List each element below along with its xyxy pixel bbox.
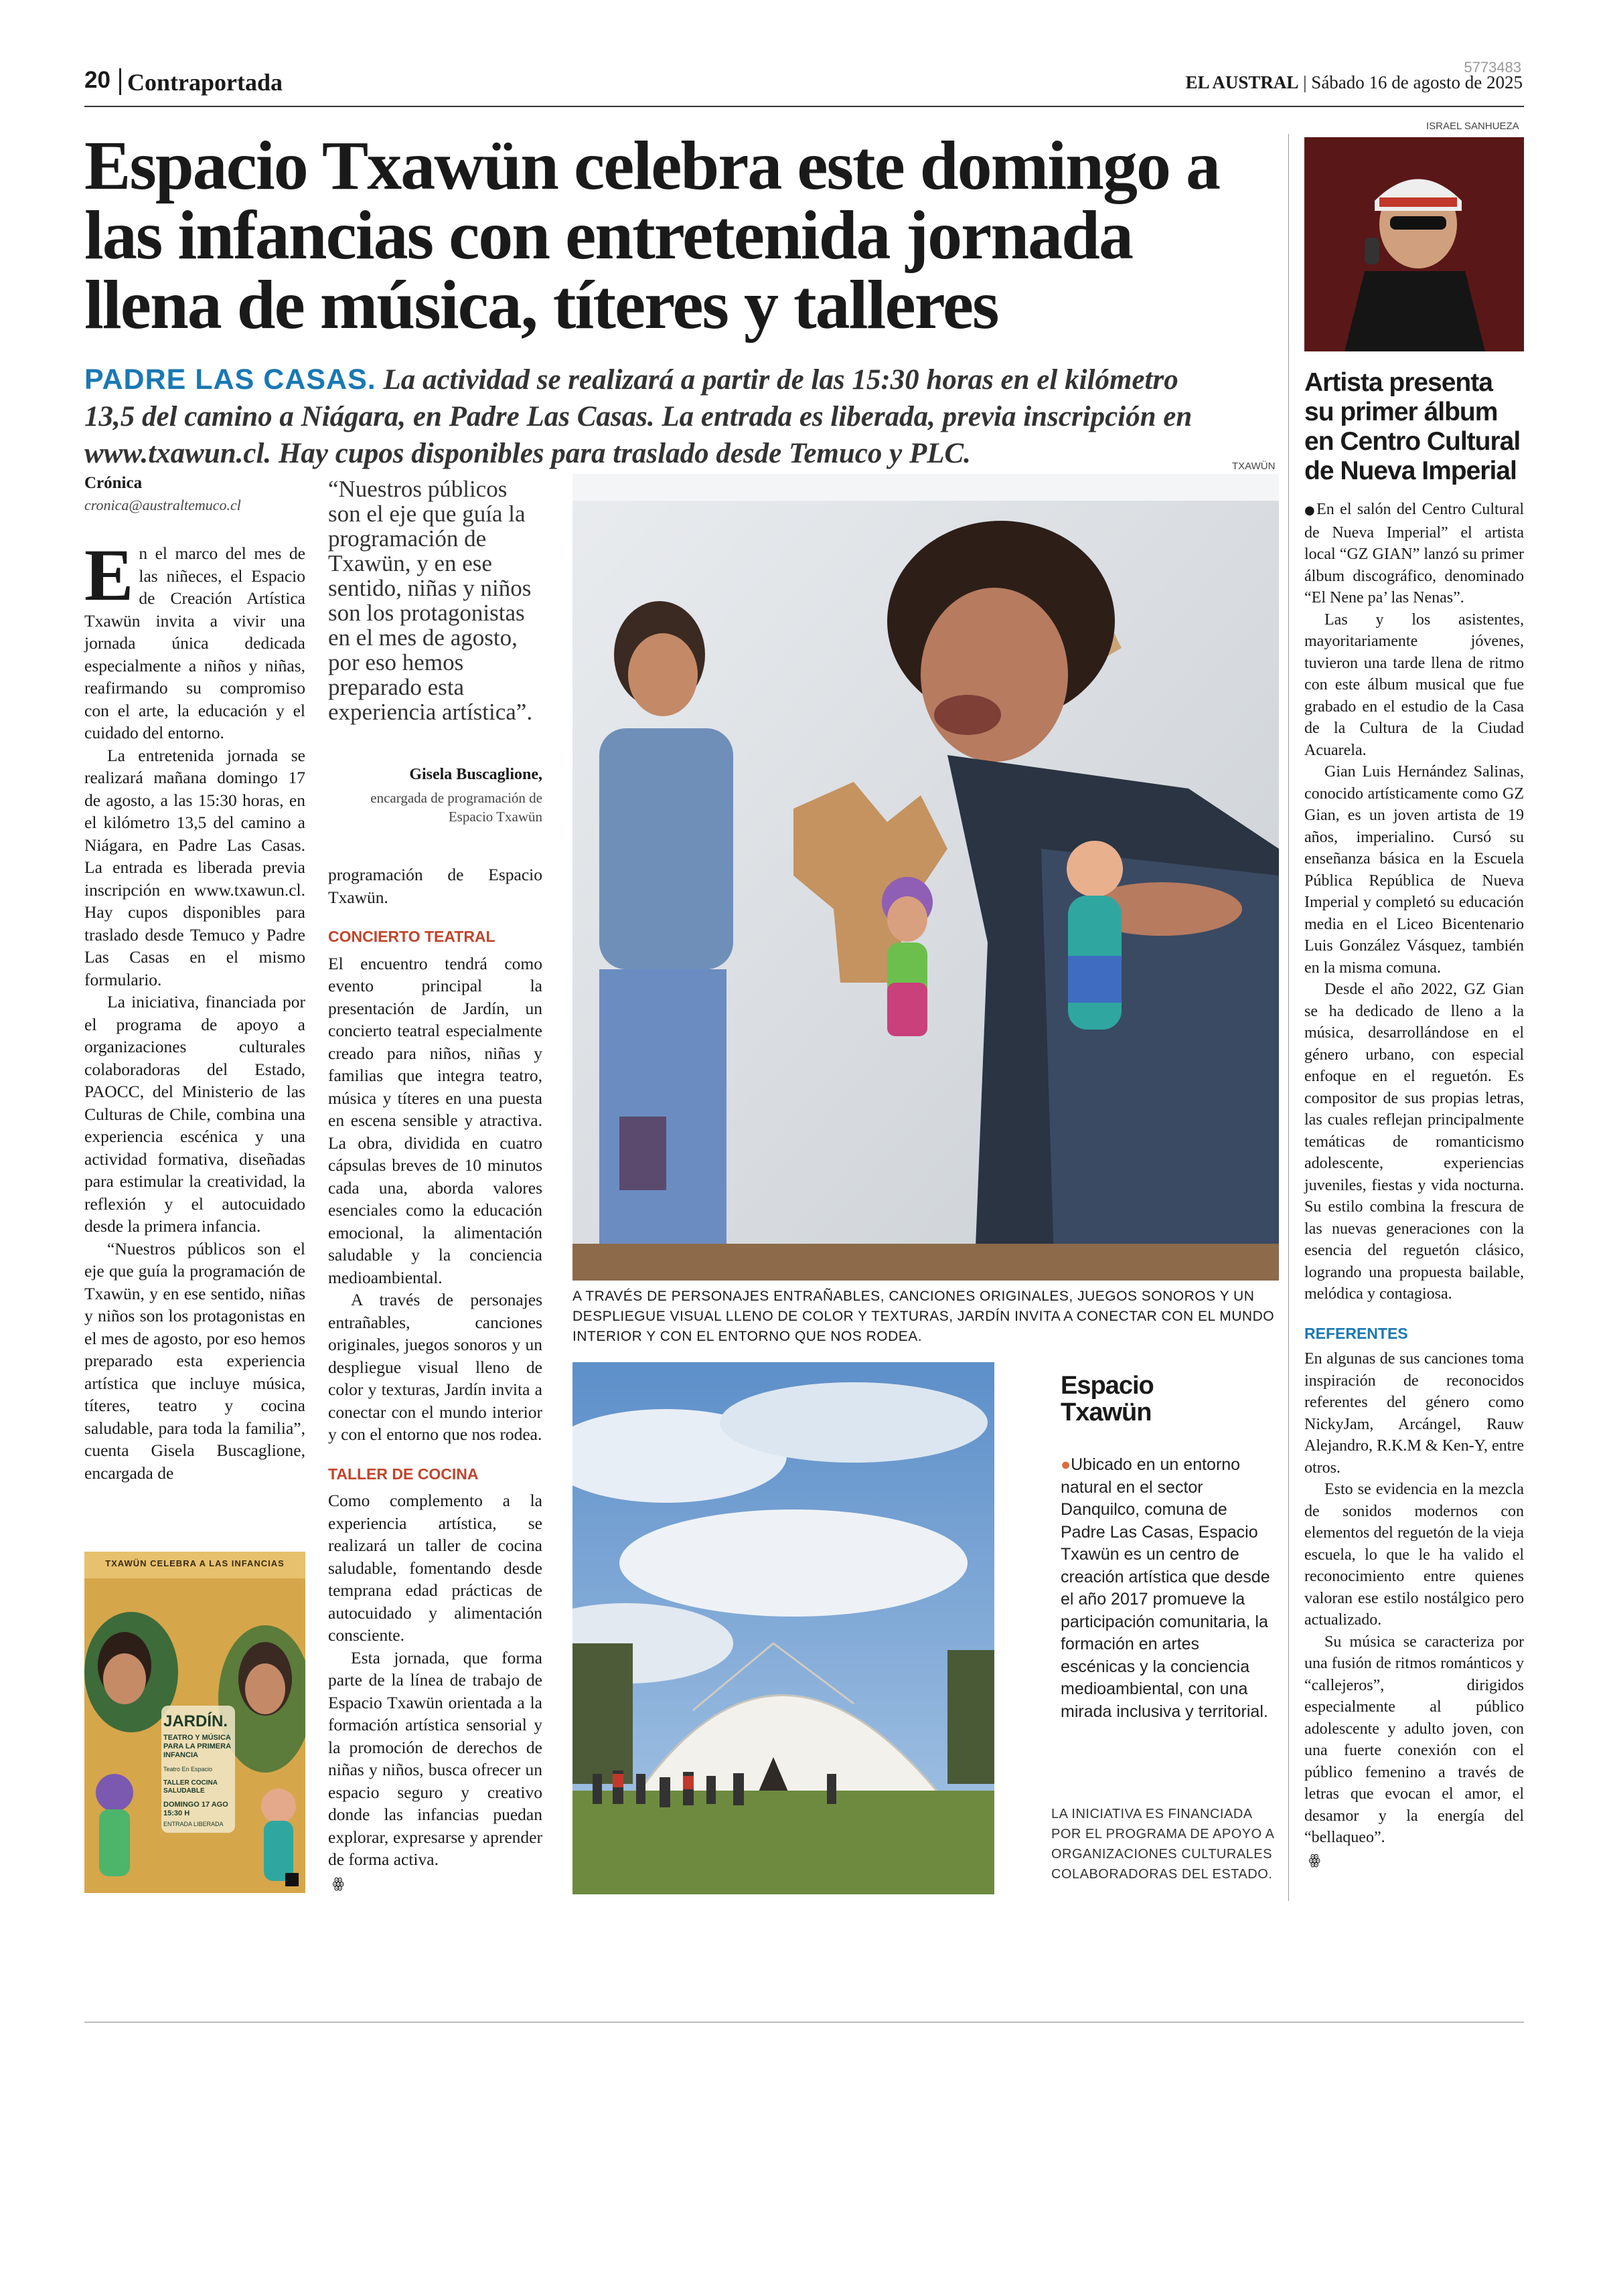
event-poster	[84, 1552, 305, 1893]
page-number: 20	[84, 67, 110, 93]
paragraph: El encuentro tendrá como evento principal la presentación de Jardín, un concierto teatral especialmente creado para niños, niñas y familias que integra teatro, música y títeres en una puesta en escena sensible y atractiva. La obra, dividida en cuatro cápsulas breves de 10 minutos cada una, aborda valores esenciales como la educación emocional, la alimentación saludable y la conciencia medioambiental.	[328, 953, 542, 1287]
poster-top-text: TXAWÜN CELEBRA A LAS INFANCIAS	[105, 1558, 285, 1568]
end-mark-icon: ꙮ	[328, 1874, 344, 1891]
paragraph: Esto se evidencia en la mezcla de sonidos modernos con elementos del reguetón de la vieja escuela, lo que le ha valido el reconocimiento entre quienes valoran ese estilo nostálgico pero actualizado.	[1304, 1481, 1524, 1629]
paragraph: La entretenida jornada se realizará mañana domingo 17 de agosto, a las 15:30 horas, en el kilómetro 13,5 del camino a Niágara, en Padre Las Casas. La entrada es liberada previa inscripción en www.txawun.cl. Hay cupos disponibles para traslado desde Temuco y Padre Las Casas en el mismo formulario.	[84, 745, 305, 989]
newspaper-name: EL AUSTRAL	[1185, 72, 1299, 92]
paragraph: Como complemento a la experiencia artística, se realizará un taller de cocina saludable, fomentando desde temprana edad prácticas de autocuidado y alimentación consciente.	[328, 1491, 542, 1645]
paragraph: Esta jornada, que forma parte de la línea de trabajo de Espacio Txawün orientada a la formación artística sensorial y la promoción de derechos de niñas y niños, busca ofrecer un espacio seguro y creativo donde las infancias puedan explorar, expresarse y aprender de forma activa.	[328, 1647, 542, 1869]
sidebar-column	[1304, 499, 1524, 1870]
paragraph: Las y los asistentes, mayoritariamente jóvenes, tuvieron una tarde llena de ritmo con este álbum musical que fue grabado en el estudio de la Casa de la Cultura de la Ciudad Acuarela.	[1304, 610, 1524, 759]
paragraph: Su música se caracteriza por una fusión de ritmos románticos y “callejeros”, dirigidos especialmente al público adolescente y adulto joven, con una fuerte conexión con el público femenino a través de letras que evocan el amor, el desamor y la energía del “bellaqueo”.	[1304, 1633, 1524, 1846]
dome-photo-illustration	[572, 1362, 994, 1894]
info-box-body	[1061, 1454, 1275, 1723]
section-name: Contraportada	[127, 69, 283, 96]
lead-text: La actividad se realizará a partir de las 15:30 horas en el kilómetro 13,5 del camino a Niágara, en Padre Las Casas. La entrada es liberada, previa inscripción en www.txawun.cl. Hay cupos disponibles para traslado desde Temuco y PLC.	[84, 364, 1193, 469]
byline-name: Crónica	[84, 474, 143, 492]
page-stamp: 5773483	[1464, 59, 1521, 76]
bullet-icon: ●	[1304, 503, 1317, 517]
bullet-dot-icon: ●	[1061, 1455, 1071, 1474]
photo-credit: TXAWÜN	[1232, 461, 1276, 472]
header-divider	[119, 68, 121, 95]
paragraph: Gian Luis Hernández Salinas, conocido artísticamente como GZ Gian, es un joven artista de 19 años, imperialino. Cursó su enseñanza básica en la Escuela Pública República de Nueva Imperial y completó su educación media en el Liceo Bicentenario Luis González Vásquez, también en la misma comuna.	[1304, 763, 1524, 977]
main-photo-caption: A TRAVÉS DE PERSONAJES ENTRAÑABLES, CANCIONES ORIGINALES, JUEGOS SONOROS Y UN DESPLIEGUE VISUAL LLENO DE COLOR Y TEXTURAS, JARDÍN INVITA A CONECTAR CON EL MUNDO INTERIOR Y CON EL ENTORNO QUE NOS RODEA.	[572, 1289, 1275, 1344]
drop-cap: E	[84, 534, 134, 616]
header-rule	[84, 106, 1524, 107]
subhead-taller: TALLER DE COCINA	[328, 1465, 479, 1483]
info-box-title	[1061, 1372, 1154, 1426]
quote-attribution-role: encargada de programación de Espacio Txawün	[370, 790, 542, 825]
paragraph: En algunas de sus canciones toma inspiración de reconocidos referentes del género como NickyJam, Arcángel, Rauw Alejandro, R.K.M & Ken-Y, entre otros.	[1304, 1350, 1524, 1477]
dome-photo	[572, 1362, 994, 1894]
sidebar-photo-credit: ISRAEL SANHUEZA	[1426, 120, 1519, 132]
poster-workshop: TALLER COCINA SALUDABLE	[163, 1779, 218, 1795]
paragraph: Desde el año 2022, GZ Gian se ha dedicado de lleno a la música, desarrollándose en el género urbano, con especial enfoque en el reguetón. Es compositor de sus propias letras, las cuales reflejan principalmente temáticas de romanticismo adolescente, experiencias juveniles, fiestas y vida nocturna. Su estilo combina la frescura de las nuevas generaciones con la esencia del reguetón clásico, logrando una propuesta bailable, melódica y contagiosa.	[1304, 981, 1524, 1303]
article-column-2	[328, 864, 542, 1894]
issue-date: Sábado 16 de agosto de 2025	[1311, 72, 1523, 92]
sidebar-title: Artista presenta su primer álbum en Centro Cultural de Nueva Imperial	[1304, 368, 1521, 485]
subhead-concierto: CONCIERTO TEATRAL	[328, 928, 495, 945]
paragraph: En el salón del Centro Cultural de Nueva Imperial” el artista local “GZ GIAN” lanzó su primer álbum discográfico, denominado “El Nene pa’ las Nenas”.	[1304, 501, 1524, 606]
poster-title: JARDÍN.	[163, 1712, 228, 1730]
paragraph: programación de Espacio Txawün.	[328, 865, 542, 907]
financing-caption: LA INICIATIVA ES FINANCIADA POR EL PROGRAMA DE APOYO A ORGANIZACIONES CULTURALES COLABORADORAS DEL ESTADO.	[1051, 1807, 1274, 1882]
info-title-line-1: Espacio	[1061, 1372, 1154, 1400]
headline: Espacio Txawün celebra este domingo a las infancias con entretenida jornada llena de música, títeres y talleres	[84, 127, 1220, 343]
lead-kicker: PADRE LAS CASAS.	[84, 363, 376, 396]
poster-company: Teatro En Espacio	[163, 1766, 213, 1773]
poster-date: DOMINGO 17 AGO 15:30 H	[163, 1801, 228, 1817]
subhead-referentes: REFERENTES	[1304, 1324, 1408, 1342]
article-column-1	[84, 534, 305, 1484]
paragraph: La iniciativa, financiada por el programa de apoyo a organizaciones culturales colaboradoras del Estado, PAOCC, del Ministerio de las Culturas de Chile, combina una experiencia escénica y una actividad formativa, diseñadas para estimular la creatividad, la reflexión y el autocuidado desde la primera infancia.	[84, 992, 305, 1236]
main-photo-puppeteers	[572, 474, 1279, 1281]
poster-subtitle: TEATRO Y MÚSICA PARA LA PRIMERA INFANCIA	[163, 1734, 231, 1759]
sidebar-photo-artist	[1304, 137, 1524, 351]
pull-quote: “Nuestros públicos son el eje que guía la programación de Txawün, y en ese sentido, niñas y niños son los protagonistas en el mes de agosto, por eso hemos preparado esta experiencia artística”.	[328, 476, 533, 725]
end-mark-icon: ꙮ	[1304, 1851, 1320, 1868]
info-title-line-2: Txawün	[1061, 1398, 1152, 1426]
masthead-date: EL AUSTRAL | Sábado 16 de agosto de 2025	[1185, 72, 1523, 92]
byline-email[interactable]: cronica@australtemuco.cl	[84, 497, 241, 513]
paragraph: “Nuestros públicos son el eje que guía la programación de Txawün, y en ese sentido, niñas y niños son los protagonistas en el mes de agosto, por eso hemos preparado esta experiencia artística que incluye música, títeres, teatro y cocina saludable, para toda la familia”, cuenta Gisela Buscaglione, encargada de	[84, 1238, 305, 1483]
sidebar-photo-illustration	[1304, 137, 1524, 351]
column-divider	[1288, 134, 1289, 1901]
paragraph: n el marco del mes de las niñeces, el Espacio de Creación Artística Txawün invita a vivir una jornada única dedicada especialmente a niños y niñas, reafirmando su compromiso con el arte, la educación y el cuidado del entorno.	[84, 544, 305, 742]
main-photo-illustration	[572, 474, 1279, 1281]
bottom-rule	[84, 2022, 1524, 2023]
poster-entry: ENTRADA LIBERADA	[163, 1821, 224, 1827]
info-box-text: Ubicado en un entorno natural en el sector Danquilco, comuna de Padre Las Casas, Espacio Txawün es un centro de creación artística que desde el año 2017 promueve la participación comunitaria, la formación en artes escénicas y la conciencia medioambiental, con una mirada inclusiva y territorial.	[1061, 1455, 1270, 1721]
quote-attribution-name: Gisela Buscaglione,	[409, 766, 542, 783]
paragraph: A través de personajes entrañables, canciones originales, juegos sonoros y un despliegue visual lleno de color y texturas, Jardín invita a conectar con el mundo interior y con el entorno que nos rodea.	[328, 1290, 542, 1444]
lead-paragraph	[84, 361, 1223, 472]
